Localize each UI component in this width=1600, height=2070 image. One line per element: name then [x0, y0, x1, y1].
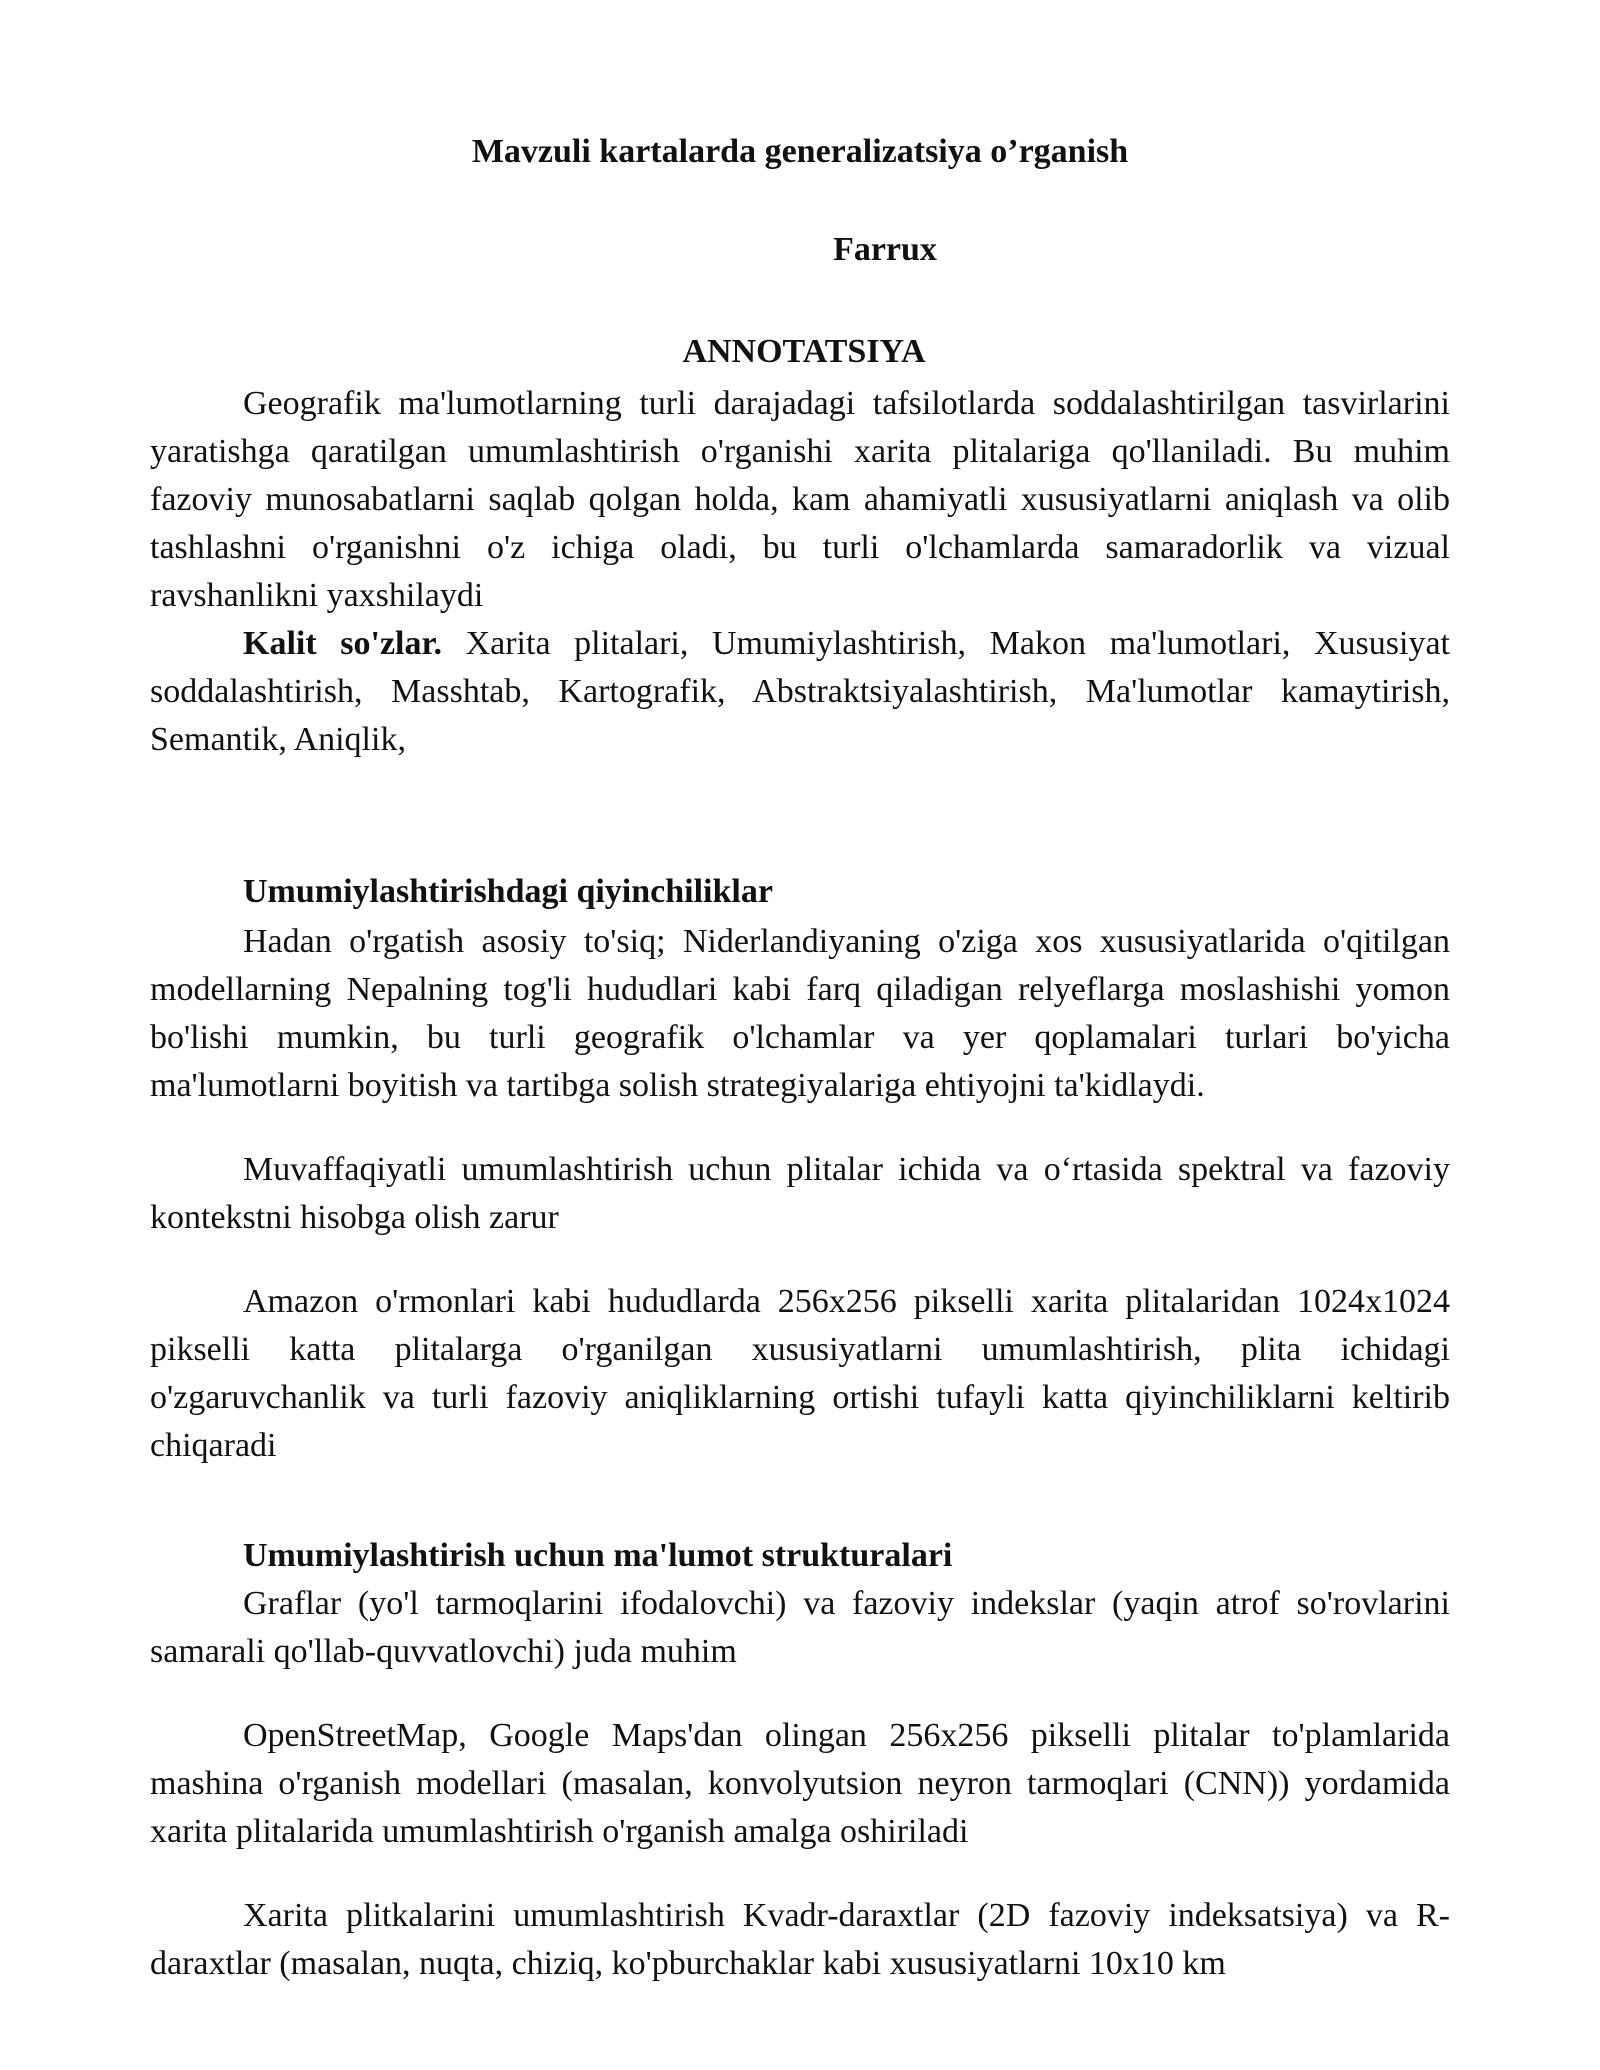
section2-paragraph-1: Graflar (yo'l tarmoqlarini ifodalovchi) va fazoviy indekslar (yaqin atrof so'rovlarini samarali qo'llab-quvvatlovchi) juda muhim — [150, 1585, 1450, 1670]
author-name: Farrux — [833, 231, 937, 268]
annotation-paragraph: Geografik ma'lumotlarning turli darajadagi tafsilotlarda soddalashtirilgan tasvirlarini yaratishga qaratilgan umumlashtirish o'rganishi xarita plitalariga qo'llaniladi. Bu muhim fazoviy munosabatlarni saqlab qolgan holda, kam ahamiyatli xususiyatlarni aniqlash va olib tashlashni o'rganishni o'z ichiga oladi, bu turli o'lchamlarda samaradorlik va vizual ravshanlikni yaxshilaydi — [150, 385, 1450, 614]
keywords-text: Xarita plitalari, Umumiylashtirish, Makon ma'lumotlari, Xususiyat soddalashtirish, Masshtab, Kartografik, Abstraktsiyalashtirish, Ma'lumotlar kamaytirish, Semantik, Aniqlik, — [150, 625, 1450, 758]
section1-paragraph-1: Hadan o'rgatish asosiy to'siq; Niderlandiyaning o'ziga xos xususiyatlarida o'qitilgan modellarning Nepalning tog'li hududlari kabi farq qiladigan relyeflarga moslashishi yomon bo'lishi mumkin, bu turli geografik o'lchamlar va yer qoplamalari turlari bo'yicha ma'lumotlarni boyitish va tartibga solish strategiyalariga ehtiyojni ta'kidlaydi. — [150, 923, 1450, 1104]
section-heading-data-structures: Umumiylashtirish uchun ma'lumot strukturalari — [243, 1537, 953, 1574]
annotation-heading: ANNOTATSIYA — [682, 333, 926, 370]
document-page — [150, 0, 1450, 2070]
document-title: Mavzuli kartalarda generalizatsiya o’rganish — [471, 133, 1129, 170]
section2-paragraph-3: Xarita plitkalarini umumlashtirish Kvadr-daraxtlar (2D fazoviy indeksatsiya) va R-daraxtlar (masalan, nuqta, chiziq, ko'pburchaklar kabi xususiyatlarni 10x10 km — [150, 1897, 1450, 1982]
section2-paragraph-2: OpenStreetMap, Google Maps'dan olingan 256x256 pikselli plitalar to'plamlarida mashina o'rganish modellari (masalan, konvolyutsion neyron tarmoqlari (CNN)) yordamida xarita plitalarida umumlashtirish o'rganish amalga oshiriladi — [150, 1717, 1450, 1850]
keywords-paragraph — [150, 620, 1450, 764]
section1-paragraph-2: Muvaffaqiyatli umumlashtirish uchun plitalar ichida va o‘rtasida spektral va fazoviy kontekstni hisobga olish zarur — [150, 1151, 1450, 1236]
section-heading-challenges: Umumiylashtirishdagi qiyinchiliklar — [243, 873, 773, 910]
section1-paragraph-3: Amazon o'rmonlari kabi hududlarda 256x256 pikselli xarita plitalaridan 1024x1024 pikselli katta plitalarga o'rganilgan xususiyatlarni umumlashtirish, plita ichidagi o'zgaruvchanlik va turli fazoviy aniqliklarning ortishi tufayli katta qiyinchiliklarni keltirib chiqaradi — [150, 1283, 1450, 1464]
keywords-label: Kalit so'zlar. — [243, 625, 442, 662]
